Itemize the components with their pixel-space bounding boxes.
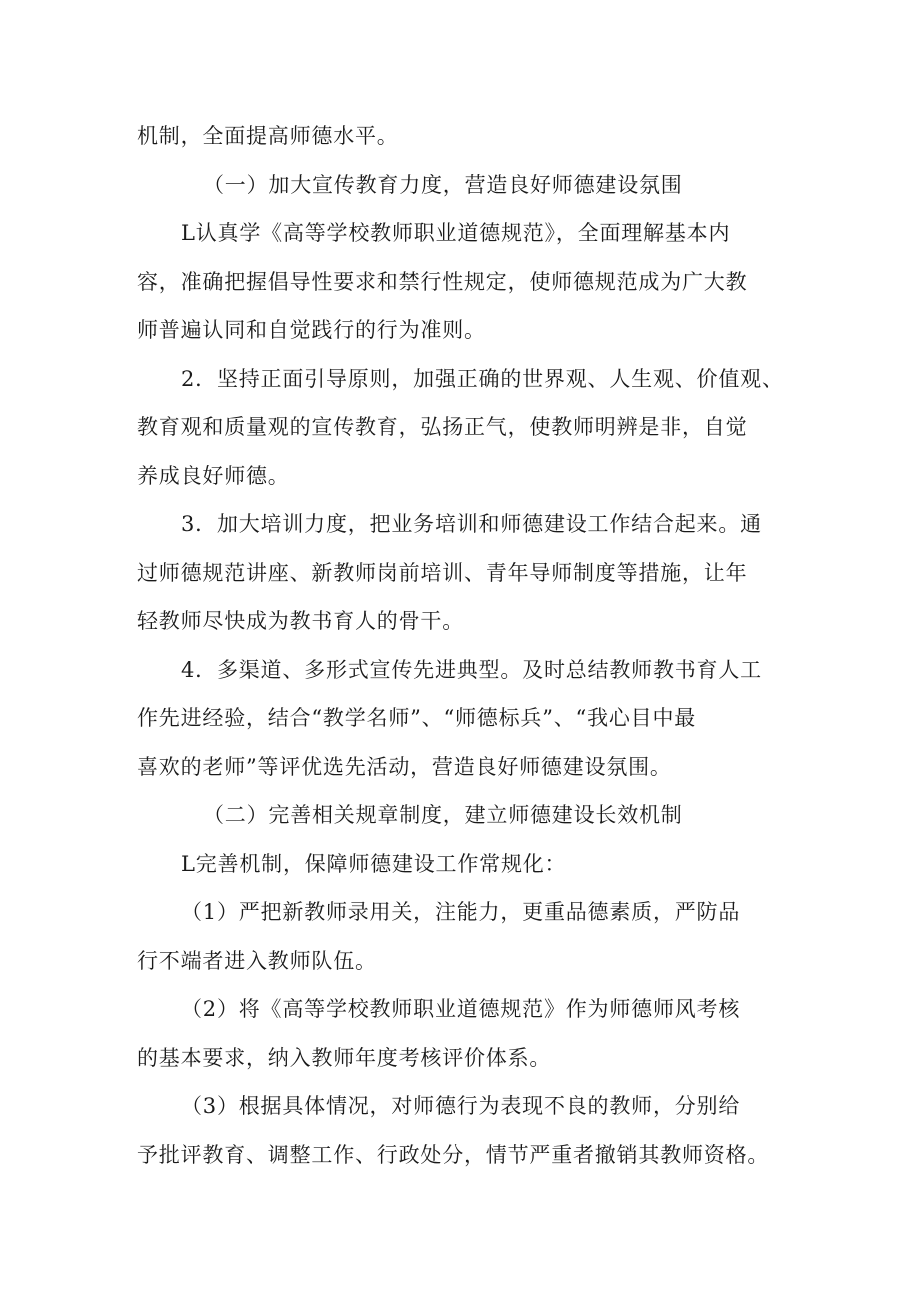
section-heading-1: （一）加大宣传教育力度，营造良好师德建设氛围 — [203, 172, 683, 197]
paragraph-line: 教育观和质量观的宣传教育，弘扬正气，使教师明辨是非，自觉 — [137, 415, 748, 439]
paragraph-line: 的基本要求，纳入教师年度考核评价体系。 — [137, 1045, 552, 1070]
paragraph-line: 行不端者进入教师队伍。 — [137, 948, 377, 973]
paragraph-line: L完善机制，保障师德建设工作常规化： — [181, 851, 567, 876]
paragraph-line: 4．多渠道、多形式宣传先进典型。及时总结教师教书育人工 — [181, 657, 762, 682]
paragraph-line: （3）根据具体情况，对师德行为表现不良的教师，分别给 — [181, 1094, 741, 1118]
paragraph-line: 轻教师尽快成为教书育人的骨干。 — [137, 609, 464, 633]
document-body — [137, 112, 797, 1179]
paragraph-line: 师普遍认同和自觉践行的行为准则。 — [137, 318, 486, 342]
paragraph-line: 机制，全面提高师德水平。 — [137, 124, 399, 148]
paragraph-line: 容，准确把握倡导性要求和禁行性规定，使师德规范成为广大教 — [137, 269, 748, 294]
paragraph-line: （1）严把新教师录用关，注能力，更重品德素质，严防品 — [181, 900, 741, 924]
section-heading-2: （二）完善相关规章制度，建立师德建设长效机制 — [203, 803, 683, 827]
paragraph-line: （2）将《高等学校教师职业道德规范》作为师德师风考核 — [181, 997, 741, 1021]
paragraph-line: 养成良好师德。 — [137, 463, 290, 488]
paragraph-line: 3．加大培训力度，把业务培训和师德建设工作结合起来。通 — [181, 512, 762, 536]
paragraph-line: L认真学《高等学校教师职业道德规范》，全面理解基本内 — [181, 221, 731, 245]
paragraph-line: 喜欢的老师”等评优选先活动，营造良好师德建设氛围。 — [137, 754, 672, 779]
paragraph-line: 过师德规范讲座、新教师岗前培训、青年导师制度等措施，让年 — [137, 560, 748, 585]
paragraph-line: 2．坚持正面引导原则，加强正确的世界观、人生观、价值观、 — [181, 366, 784, 391]
paragraph-line: 作先进经验，结合“教学名师”、“师德标兵”、“我心目中最 — [137, 706, 697, 730]
paragraph-line: 予批评教育、调整工作、行政处分，情节严重者撤销其教师资格。 — [137, 1142, 770, 1167]
